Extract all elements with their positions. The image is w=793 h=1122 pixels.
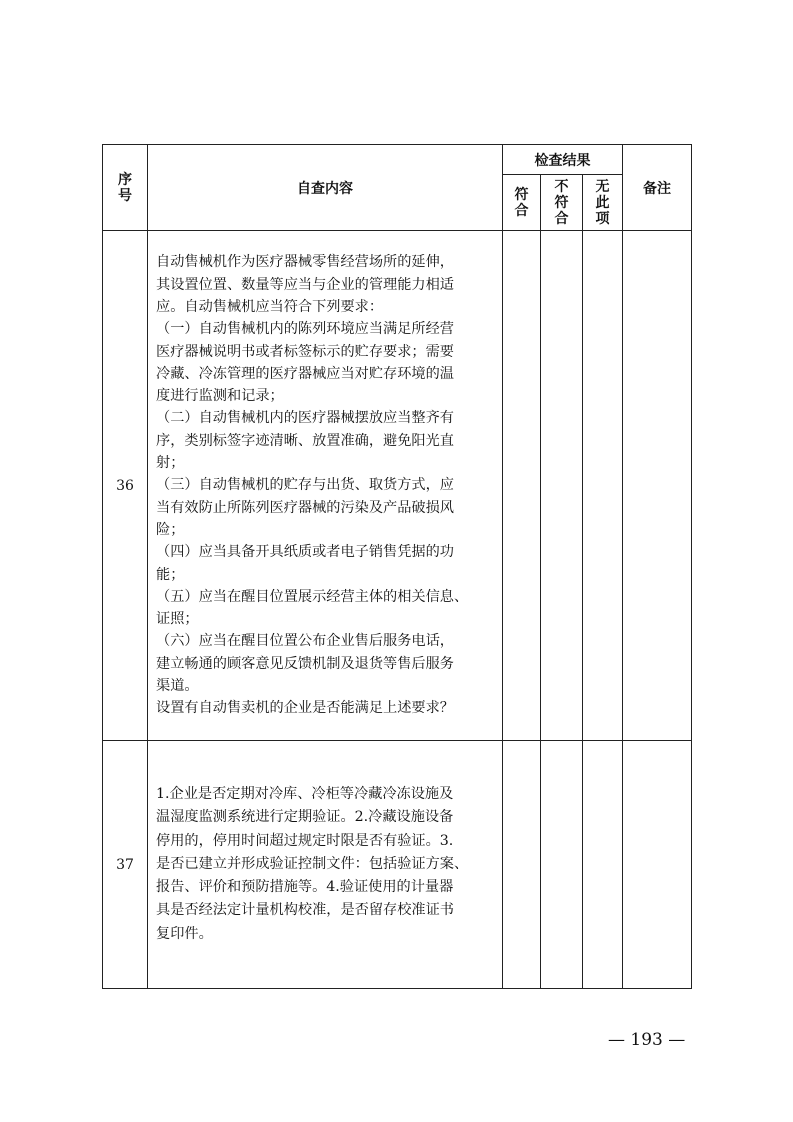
row-number: 37 <box>103 741 148 989</box>
remark-cell <box>623 231 692 741</box>
nonconform-cell <box>541 741 583 989</box>
conform-header: 符合 <box>503 175 541 231</box>
remark-cell <box>623 741 692 989</box>
conform-cell <box>503 741 541 989</box>
content-header: 自查内容 <box>148 145 503 231</box>
result-group-header: 检查结果 <box>503 145 623 175</box>
table-row <box>103 231 692 741</box>
page-number: — 193 — <box>608 1030 686 1050</box>
nonconform-header: 不符合 <box>541 175 583 231</box>
nonconform-cell <box>541 231 583 741</box>
seq-header: 序号 <box>103 145 148 231</box>
conform-cell <box>503 231 541 741</box>
na-cell <box>583 741 623 989</box>
remark-header: 备注 <box>623 145 692 231</box>
row-number: 36 <box>103 231 148 741</box>
row-content: 自动售械机作为医疗器械零售经营场所的延伸， 其设置位置、数量等应当与企业的管理能力相适 应。自动售械机应当符合下列要求： （一）自动售械机内的陈列环境应当满足所经营 医疗器械说明书或者标签标示的贮存要求；需要 冷藏、冷冻管理的医疗器械应当对贮存环境的温 度进行监测和记录； （二）自动售械机内的医疗器械摆放应当整齐有 序，类别标签字迹清晰、放置准确，避免阳光直 射； （三）自动售械机的贮存与出货、取货方式，应 当有效防止所陈列医疗器械的污染及产品破损风 险； （四）应当具备开具纸质或者电子销售凭据的功 能； （五）应当在醒目位置展示经营主体的相关信息、 证照； （六）应当在醒目位置公布企业售后服务电话， 建立畅通的顾客意见反馈机制及退货等售后服务 渠道。 设置有自动售卖机的企业是否能满足上述要求？ <box>148 231 503 741</box>
na-cell <box>583 231 623 741</box>
na-header: 无此项 <box>583 175 623 231</box>
header-row-1 <box>103 145 692 175</box>
row-content: 1.企业是否定期对冷库、冷柜等冷藏冷冻设施及 温湿度监测系统进行定期验证。2.冷藏设施设备 停用的，停用时间超过规定时限是否有验证。3. 是否已建立并形成验证控制文件：包括验证方案、 报告、评价和预防措施等。4.验证使用的计量器 具是否经法定计量机构校准，是否留存校准证书 复印件。 <box>148 741 503 989</box>
self-inspection-table <box>102 144 692 989</box>
table-row <box>103 741 692 989</box>
